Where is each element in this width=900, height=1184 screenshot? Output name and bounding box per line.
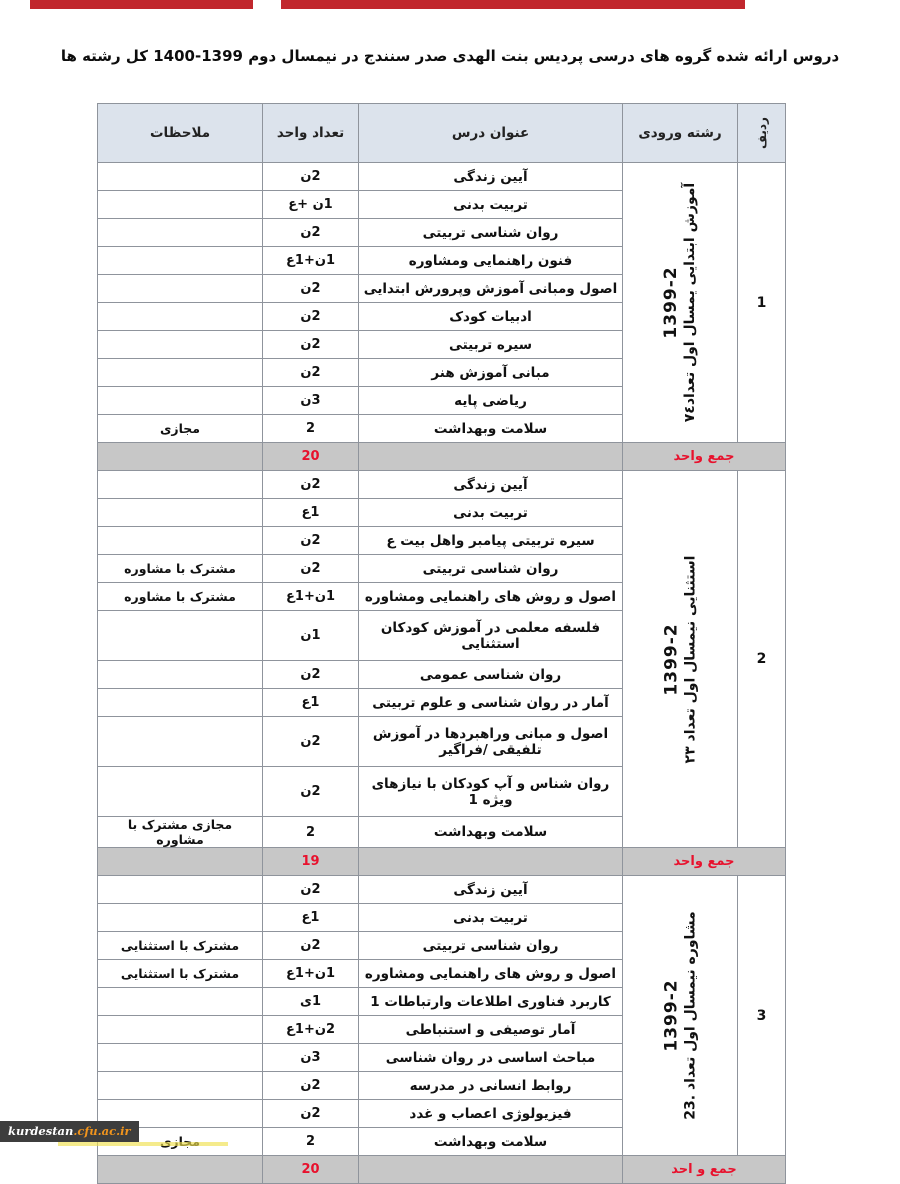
- course-title-cell: کاربرد فناوری اطلاعات وارتباطات 1: [359, 988, 623, 1016]
- header-notes: ملاحظات: [98, 104, 263, 163]
- program-cell: [623, 163, 738, 443]
- course-units-cell: 2ن: [263, 932, 359, 960]
- course-title-cell: روان شناس و آپ کودکان با نیازهای ویژه 1: [359, 767, 623, 817]
- course-title-cell: آیین زندگی: [359, 163, 623, 191]
- course-title-cell: اصول و مبانی وراهبردها در آموزش تلفیقی /فراگیر: [359, 717, 623, 767]
- row-number-cell: 2: [738, 471, 786, 848]
- sum-empty-course-cell: [359, 848, 623, 876]
- sum-empty-notes-cell: [98, 443, 263, 471]
- header-radif-label: ردیف: [754, 117, 769, 149]
- course-units-cell: 2: [263, 817, 359, 848]
- sum-value-cell: 20: [263, 443, 359, 471]
- course-title-cell: مباحث اساسی در روان شناسی: [359, 1044, 623, 1072]
- course-title-cell: فیزیولوژی اعصاب و غدد: [359, 1100, 623, 1128]
- course-notes-cell: [98, 163, 263, 191]
- course-notes-cell: [98, 527, 263, 555]
- course-title-cell: روان شناسی تربیتی: [359, 555, 623, 583]
- course-title-cell: اصول ومبانی آموزش وپرورش ابتدایی: [359, 275, 623, 303]
- header-radif: [738, 104, 786, 163]
- course-title-cell: آمار در روان شناسی و علوم تربیتی: [359, 689, 623, 717]
- course-units-cell: 2ن+1ع: [263, 1016, 359, 1044]
- header-radif-wrap: [742, 104, 781, 162]
- course-title-cell: سیره تربیتی: [359, 331, 623, 359]
- program-term-label: 1399-2: [661, 979, 682, 1052]
- course-units-cell: 2ن: [263, 767, 359, 817]
- page-title: دروس ارائه شده گروه های درسی پردیس بنت الهدی صدر سنندج در نیمسال دوم 1399-1400 کل رشته ها: [60, 47, 840, 65]
- table-row: [98, 163, 786, 191]
- course-notes-cell: [98, 904, 263, 932]
- course-units-cell: 3ن: [263, 1044, 359, 1072]
- program-rotated-wrap: [623, 876, 737, 1155]
- course-units-cell: 2ن: [263, 331, 359, 359]
- course-notes-cell: [98, 689, 263, 717]
- table-row: [98, 876, 786, 904]
- course-notes-cell: [98, 988, 263, 1016]
- course-units-cell: 1ن+1ع: [263, 960, 359, 988]
- course-title-cell: روان شناسی عمومی: [359, 661, 623, 689]
- program-term-label: 1399-2: [661, 622, 682, 696]
- course-units-cell: 2: [263, 415, 359, 443]
- course-notes-cell: [98, 767, 263, 817]
- course-notes-cell: [98, 275, 263, 303]
- courses-table-wrap: [97, 103, 786, 1184]
- program-rotated: [661, 911, 698, 1119]
- course-title-cell: ادبیات کودک: [359, 303, 623, 331]
- watermark-domain: .cfu.ac.ir: [73, 1124, 131, 1138]
- course-notes-cell: [98, 471, 263, 499]
- course-units-cell: 1ع: [263, 904, 359, 932]
- sum-empty-course-cell: [359, 1156, 623, 1184]
- course-title-cell: روان شناسی تربیتی: [359, 932, 623, 960]
- header-units: تعداد واحد: [263, 104, 359, 163]
- row-number-cell: 3: [738, 876, 786, 1156]
- top-red-bar-left: [30, 0, 253, 9]
- top-red-bar-right: [281, 0, 745, 9]
- course-notes-cell: مشترک با مشاوره: [98, 555, 263, 583]
- sum-value-cell: 20: [263, 1156, 359, 1184]
- table-body: [98, 163, 786, 1184]
- course-units-cell: 2ن: [263, 1100, 359, 1128]
- sum-empty-notes-cell: [98, 1156, 263, 1184]
- course-units-cell: 2ن: [263, 555, 359, 583]
- course-notes-cell: [98, 247, 263, 275]
- course-units-cell: 2ن: [263, 163, 359, 191]
- watermark-site: kurdestan: [8, 1124, 74, 1138]
- course-units-cell: 2ن: [263, 303, 359, 331]
- course-notes-cell: [98, 219, 263, 247]
- course-units-cell: 2ن: [263, 876, 359, 904]
- course-units-cell: 3ن: [263, 387, 359, 415]
- course-title-cell: سلامت وبهداشت: [359, 817, 623, 848]
- header-program: رشته ورودی: [623, 104, 738, 163]
- course-notes-cell: [98, 611, 263, 661]
- course-title-cell: تربیت بدنی: [359, 904, 623, 932]
- course-title-cell: ریاضی پایه: [359, 387, 623, 415]
- program-cell: [623, 876, 738, 1156]
- course-title-cell: تربیت بدنی: [359, 499, 623, 527]
- program-rotated-wrap: [623, 471, 737, 847]
- course-notes-cell: مشترک با مشاوره: [98, 583, 263, 611]
- course-title-cell: سلامت وبهداشت: [359, 415, 623, 443]
- course-notes-cell: [98, 1072, 263, 1100]
- course-notes-cell: [98, 499, 263, 527]
- course-units-cell: 2ن: [263, 661, 359, 689]
- program-term-label: 1399-2: [661, 266, 682, 339]
- course-notes-cell: مشترک با استثنایی: [98, 960, 263, 988]
- course-notes-cell: [98, 1016, 263, 1044]
- program-rotated: [662, 555, 699, 763]
- watermark: [0, 1121, 139, 1142]
- courses-table: [97, 103, 786, 1184]
- course-units-cell: 2ن: [263, 717, 359, 767]
- course-title-cell: سیره تربیتی پیامبر واهل بیت ع: [359, 527, 623, 555]
- course-notes-cell: [98, 331, 263, 359]
- course-notes-cell: [98, 1044, 263, 1072]
- sum-empty-course-cell: [359, 443, 623, 471]
- course-units-cell: 1ع: [263, 689, 359, 717]
- sum-row: [98, 1156, 786, 1184]
- course-units-cell: 1ن+1ع: [263, 583, 359, 611]
- course-title-cell: سلامت وبهداشت: [359, 1128, 623, 1156]
- course-title-cell: اصول و روش های راهنمایی ومشاوره: [359, 583, 623, 611]
- course-title-cell: فلسفه معلمی در آموزش کودکان استثنایی: [359, 611, 623, 661]
- program-rotated: [662, 183, 699, 422]
- sum-empty-notes-cell: [98, 848, 263, 876]
- bottom-yellow-smudge: [58, 1142, 228, 1146]
- course-title-cell: آیین زندگی: [359, 471, 623, 499]
- course-title-cell: تربیت بدنی: [359, 191, 623, 219]
- course-title-cell: فنون راهنمایی ومشاوره: [359, 247, 623, 275]
- course-units-cell: 1ع: [263, 499, 359, 527]
- course-units-cell: 1ن+1ع: [263, 247, 359, 275]
- course-notes-cell: مشترک با استثنایی: [98, 932, 263, 960]
- course-notes-cell: [98, 717, 263, 767]
- table-row: [98, 471, 786, 499]
- course-notes-cell: [98, 303, 263, 331]
- course-units-cell: 2ن: [263, 471, 359, 499]
- course-units-cell: 2ن: [263, 275, 359, 303]
- course-units-cell: 1ن: [263, 611, 359, 661]
- sum-value-cell: 19: [263, 848, 359, 876]
- course-units-cell: 1ن +ع: [263, 191, 359, 219]
- sum-label-cell: جمع واحد: [623, 443, 786, 471]
- course-title-cell: روابط انسانی در مدرسه: [359, 1072, 623, 1100]
- course-notes-cell: [98, 661, 263, 689]
- sum-label-cell: جمع و احد: [623, 1156, 786, 1184]
- course-units-cell: 2: [263, 1128, 359, 1156]
- header-course: عنوان درس: [359, 104, 623, 163]
- course-title-cell: روان شناسی تربیتی: [359, 219, 623, 247]
- course-units-cell: 2ن: [263, 1072, 359, 1100]
- sum-row: [98, 848, 786, 876]
- course-notes-cell: مجازی: [98, 415, 263, 443]
- course-notes-cell: مجازی مشترک با مشاوره: [98, 817, 263, 848]
- header-row: [98, 104, 786, 163]
- course-units-cell: 2ن: [263, 527, 359, 555]
- course-units-cell: 2ن: [263, 359, 359, 387]
- course-notes-cell: [98, 387, 263, 415]
- row-number-cell: 1: [738, 163, 786, 443]
- course-notes-cell: [98, 359, 263, 387]
- course-title-cell: اصول و روش های راهنمایی ومشاوره: [359, 960, 623, 988]
- program-name-label: آموزش ابتدایی یمسال اول تعداد٧٤: [682, 182, 699, 423]
- course-units-cell: 2ن: [263, 219, 359, 247]
- program-rotated-wrap: [623, 163, 737, 442]
- sum-label-cell: جمع واحد: [623, 848, 786, 876]
- course-title-cell: مبانی آموزش هنر: [359, 359, 623, 387]
- course-title-cell: آیین زندگی: [359, 876, 623, 904]
- program-name-label: مشاوره نیمسال اول تعداد .23: [682, 911, 699, 1120]
- program-name-label: استثنایی نیمسال اول تعداد ٢٣: [682, 555, 699, 763]
- course-notes-cell: [98, 876, 263, 904]
- course-units-cell: 1ی: [263, 988, 359, 1016]
- sum-row: [98, 443, 786, 471]
- course-notes-cell: [98, 191, 263, 219]
- course-title-cell: آمار توصیفی و استنباطی: [359, 1016, 623, 1044]
- program-cell: [623, 471, 738, 848]
